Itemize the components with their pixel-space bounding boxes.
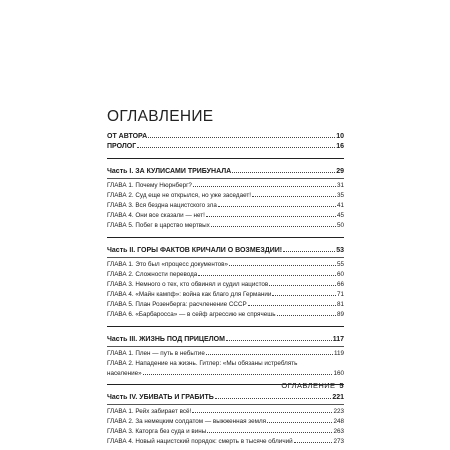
chapter-label-continued — [107, 369, 344, 379]
chapter-page: 31 — [336, 182, 344, 189]
table-of-contents — [107, 132, 344, 447]
chapter-page: 89 — [336, 311, 344, 318]
toc-part-4 — [107, 393, 344, 403]
chapter-label: ГЛАВА 2. За немецким солдатом — выжженная земля — [107, 418, 267, 425]
part-underline — [107, 404, 344, 405]
toc-chapter — [107, 221, 344, 231]
chapter-page: 81 — [336, 301, 344, 308]
chapter-page: 45 — [336, 212, 344, 219]
toc-chapter-wrapped — [107, 359, 344, 378]
leader-dots — [248, 305, 336, 306]
leader-dots — [207, 432, 332, 433]
chapter-label: ГЛАВА 4. «Майн кампф»: война как благо для Германии — [107, 291, 272, 298]
chapter-label: ГЛАВА 5. План Розенберга: расчленение СССР — [107, 301, 247, 308]
leader-dots — [137, 147, 335, 148]
chapter-label: ГЛАВА 2. Сложности перевода — [107, 271, 198, 278]
section-divider — [107, 326, 344, 327]
leader-dots — [192, 412, 332, 413]
toc-entry-author — [107, 132, 344, 142]
part-title: Часть I. ЗА КУЛИСАМИ ТРИБУНАЛА — [107, 168, 232, 175]
toc-chapter — [107, 407, 344, 417]
toc-chapter — [107, 191, 344, 201]
entry-page: 16 — [336, 143, 344, 150]
toc-chapter — [107, 349, 344, 359]
chapter-label: ГЛАВА 1. Плен — путь в небытие — [107, 350, 205, 357]
chapter-page: 55 — [336, 261, 344, 268]
chapter-page: 66 — [336, 281, 344, 288]
part-page: 221 — [332, 394, 344, 401]
leader-dots — [206, 354, 333, 355]
running-footer — [281, 381, 344, 390]
chapter-page: 263 — [333, 428, 344, 435]
toc-chapter — [107, 300, 344, 310]
toc-chapter — [107, 427, 344, 437]
toc-part-2 — [107, 246, 344, 256]
chapter-label: ГЛАВА 5. Побег в царство мертвых — [107, 222, 210, 229]
chapter-label: ГЛАВА 1. Почему Нюрнберг? — [107, 182, 192, 189]
part-underline — [107, 257, 344, 258]
leader-dots — [232, 172, 335, 173]
chapter-page: 119 — [333, 350, 344, 357]
page-number: 5 — [339, 381, 344, 390]
leader-dots — [229, 265, 336, 266]
chapter-label: ГЛАВА 4. Новый нацистский порядок: смерть в тысяче обличий — [107, 438, 293, 445]
chapter-label: ГЛАВА 6. «Барбаросса» — в сейф агрессию не спрячешь — [107, 311, 276, 318]
part-page: 53 — [336, 247, 344, 254]
leader-dots — [211, 226, 336, 227]
chapter-page: 60 — [336, 271, 344, 278]
leader-dots — [294, 442, 333, 443]
chapter-label: ГЛАВА 2. Суд еще не открылся, но уже заседает! — [107, 192, 252, 199]
part-title: Часть III. ЖИЗНЬ ПОД ПРИЦЕЛОМ — [107, 336, 225, 343]
part-page: 117 — [332, 336, 344, 343]
chapter-label: ГЛАВА 1. Это был «процесс документов» — [107, 261, 229, 268]
leader-dots — [272, 295, 336, 296]
chapter-label: ГЛАВА 2. Нападение на жизнь. Гитлер: «Мы обязаны истреблять — [107, 360, 298, 367]
entry-label: ПРОЛОГ — [107, 143, 137, 150]
chapter-page: 41 — [336, 202, 344, 209]
chapter-page: 248 — [333, 418, 344, 425]
leader-dots — [215, 398, 332, 399]
leader-dots — [283, 251, 335, 252]
chapter-page: 71 — [336, 291, 344, 298]
leader-dots — [143, 374, 333, 375]
toc-part-3 — [107, 335, 344, 345]
toc-chapter — [107, 270, 344, 280]
part-underline — [107, 346, 344, 347]
chapter-label: ГЛАВА 3. Каторга без суда и вины — [107, 428, 207, 435]
part-page: 29 — [336, 168, 344, 175]
entry-page: 10 — [336, 133, 344, 140]
footer-label: ОГЛАВЛЕНИЕ — [281, 381, 336, 390]
leader-dots — [267, 422, 332, 423]
toc-heading: ОГЛАВЛЕНИЕ — [107, 108, 214, 125]
section-divider — [107, 237, 344, 238]
chapter-page: 50 — [336, 222, 344, 229]
chapter-page: 35 — [336, 192, 344, 199]
chapter-page: 160 — [333, 369, 344, 377]
leader-dots — [206, 216, 336, 217]
leader-dots — [277, 315, 336, 316]
toc-chapter — [107, 310, 344, 320]
chapter-label-line2: население» — [107, 369, 142, 377]
chapter-label: ГЛАВА 3. Вся бездна нацистского зла — [107, 202, 217, 209]
leader-dots — [269, 285, 336, 286]
leader-dots — [218, 206, 336, 207]
chapter-label: ГЛАВА 1. Рейх забирает всё! — [107, 408, 192, 415]
entry-label: ОТ АВТОРА — [107, 133, 148, 140]
part-title: Часть IV. УБИВАТЬ И ГРАБИТЬ — [107, 394, 214, 401]
toc-part-1 — [107, 167, 344, 177]
section-divider — [107, 158, 344, 159]
leader-dots — [193, 186, 336, 187]
toc-chapter — [107, 290, 344, 300]
toc-chapter — [107, 280, 344, 290]
toc-chapter — [107, 260, 344, 270]
toc-entry-prologue — [107, 142, 344, 152]
leader-dots — [226, 340, 332, 341]
chapter-label: ГЛАВА 3. Немного о тех, кто обвинял и судил нацистов — [107, 281, 269, 288]
toc-chapter — [107, 437, 344, 447]
toc-chapter — [107, 201, 344, 211]
toc-chapter — [107, 211, 344, 221]
leader-dots — [198, 275, 336, 276]
toc-chapter — [107, 181, 344, 191]
leader-dots — [252, 196, 336, 197]
leader-dots — [148, 137, 335, 138]
part-title: Часть II. ГОРЫ ФАКТОВ КРИЧАЛИ О ВОЗМЕЗДИИ! — [107, 247, 283, 254]
chapter-page: 273 — [333, 438, 344, 445]
part-underline — [107, 178, 344, 179]
chapter-page: 223 — [333, 408, 344, 415]
toc-chapter — [107, 417, 344, 427]
chapter-label: ГЛАВА 4. Они все сказали — нет! — [107, 212, 205, 219]
